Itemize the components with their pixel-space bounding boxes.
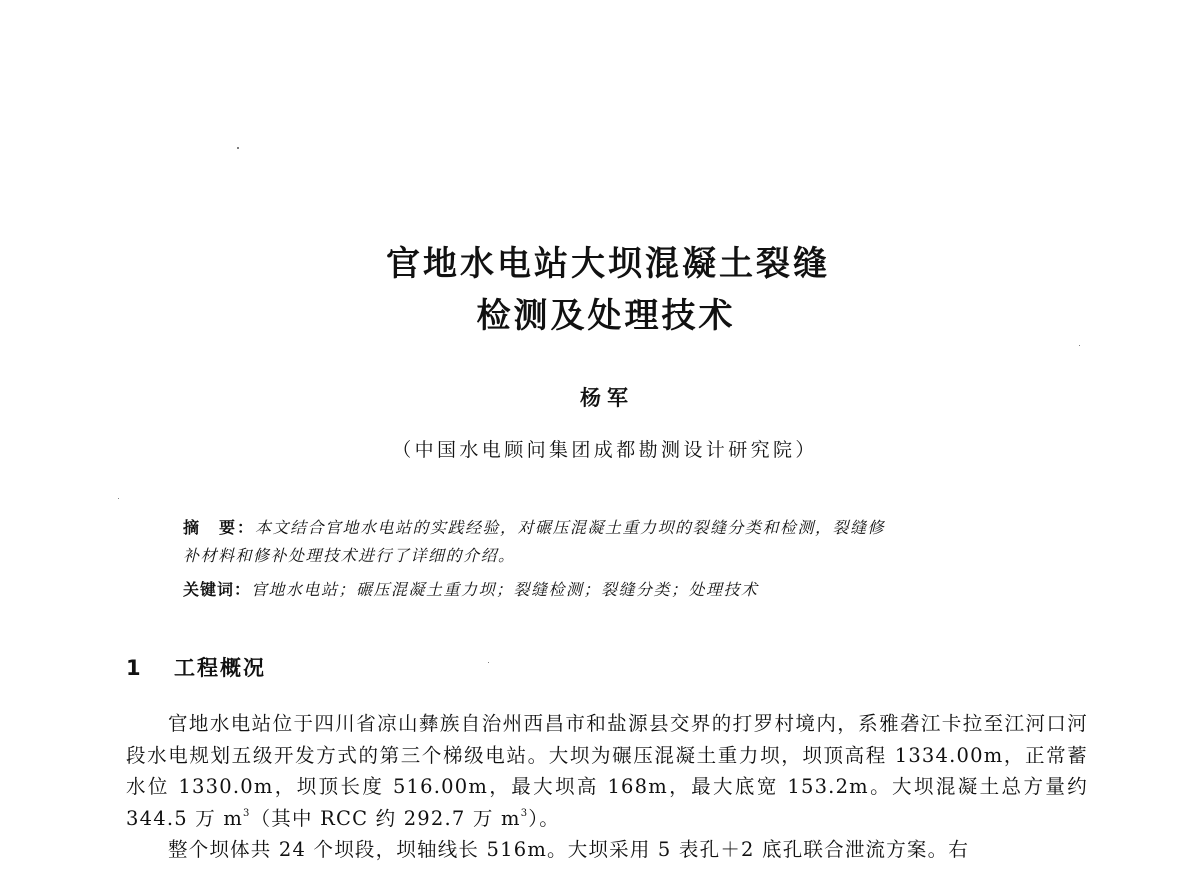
section-title: 工程概况 (174, 656, 266, 680)
scan-speck (1079, 345, 1080, 346)
paragraph-1-text-a: 官地水电站位于四川省凉山彝族自治州西昌市和盐源县交界的打罗村境内，系雅砻江卡拉至江河口河段水电规划五级开发方式的第三个梯级电站。大坝为碾压混凝土重力坝，坝顶高程 1334.00m，正常蓄水位 1330.0m，坝顶长度 516.00m，最大坝高 168m，最大底宽 153.2m。大坝混凝土总方量约 344.5 万 m (126, 712, 1088, 830)
section-heading (126, 654, 266, 682)
cubic-superscript: 3 (243, 807, 251, 819)
paper-title-line-2: 检测及处理技术 (476, 296, 736, 336)
abstract-block (183, 514, 1043, 570)
abstract-text-2: 补材料和修补处理技术进行了详细的介绍。 (183, 546, 516, 565)
abstract-line-2 (183, 542, 1043, 570)
scan-speck (488, 662, 489, 663)
scan-speck (237, 147, 239, 149)
keywords-label: 关键词： (183, 580, 252, 599)
body-paragraph-1 (126, 708, 1088, 834)
paper-title-line-1: 官地水电站大坝混凝土裂缝 (386, 244, 830, 284)
cubic-superscript: 3 (520, 807, 529, 819)
paragraph-1-text-c: ）。 (528, 806, 560, 830)
author-affiliation: （中国水电顾问集团成都勘测设计研究院） (392, 439, 818, 461)
abstract-text-1: 本文结合官地水电站的实践经验，对碾压混凝土重力坝的裂缝分类和检测，裂缝修 (255, 518, 886, 537)
body-paragraph-2: 整个坝体共 24 个坝段，坝轴线长 516m。大坝采用 5 表孔＋2 底孔联合泄流方案。右 (168, 838, 970, 861)
author-name: 杨军 (580, 385, 634, 410)
abstract-line-1 (183, 514, 1043, 542)
keywords-block (183, 577, 1043, 603)
section-number: 1 (126, 656, 143, 680)
paragraph-1-text-b: （其中 RCC 约 292.7 万 m (250, 806, 521, 830)
keywords-text: 官地水电站；碾压混凝土重力坝；裂缝检测；裂缝分类；处理技术 (251, 580, 759, 599)
scan-speck (118, 498, 119, 499)
abstract-label: 摘 要： (183, 518, 256, 537)
body-text (126, 708, 1088, 866)
